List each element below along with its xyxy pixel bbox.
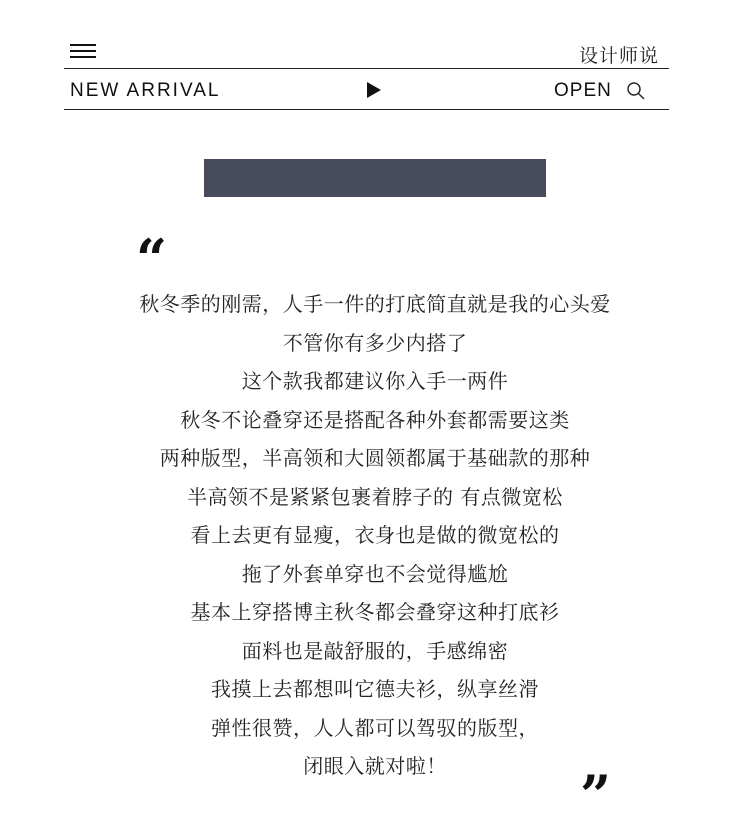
designer-says-link[interactable]: 设计师说: [578, 45, 659, 67]
close-quote-mark: ”: [580, 763, 612, 827]
hamburger-menu-icon[interactable]: [70, 44, 96, 60]
quote-line: 基本上穿搭博主秋冬都会叠穿这种打底衫: [190, 600, 560, 624]
quote-line: 秋冬季的刚需，人手一件的打底简直就是我的心头爱: [139, 292, 611, 316]
open-quote-mark: “: [136, 227, 168, 291]
section-title: NEW ARRIVAL: [70, 80, 221, 101]
quote-line: 我摸上去都想叫它德夫衫，纵享丝滑: [211, 677, 539, 701]
quote-body: [64, 285, 686, 786]
quote-line: 这个款我都建议你入手一两件: [241, 369, 509, 393]
open-button[interactable]: OPEN: [554, 80, 612, 101]
quote-line: 两种版型，半高领和大圆领都属于基础款的那种: [159, 446, 591, 470]
quote-line: 拖了外套单穿也不会觉得尴尬: [241, 561, 509, 586]
quote-line: 弹性很赞，人人都可以驾驭的版型，: [211, 715, 539, 740]
quote-line: 不管你有多少内搭了: [282, 330, 468, 355]
search-icon[interactable]: [626, 81, 646, 101]
play-icon[interactable]: [367, 82, 381, 98]
nav-bar: [64, 69, 669, 110]
title-banner: [204, 159, 546, 197]
quote-line: 闭眼入就对啦！: [303, 754, 447, 778]
quote-line: 半高领不是紧紧包裹着脖子的 有点微宽松: [187, 484, 563, 509]
quote-line: 面料也是敲舒服的，手感绵密: [241, 638, 509, 663]
quote-line: 看上去更有显瘦，衣身也是做的微宽松的: [190, 523, 560, 547]
quote-line: 秋冬不论叠穿还是搭配各种外套都需要这类: [180, 407, 570, 432]
top-bar: [64, 30, 669, 69]
